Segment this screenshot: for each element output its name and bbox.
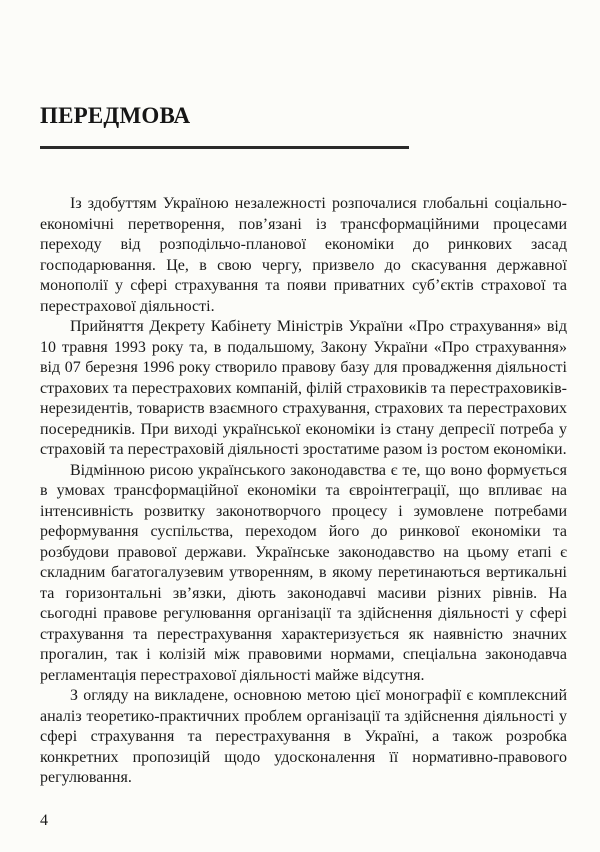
body-text (40, 194, 567, 789)
paragraph: Із здобуттям Україною незалежності розпочалися глобальні соціально-економічні перетворення, пов’язані із трансформаційними процесами переходу від розподільчо-планової економіки до ринкових засад господарювання. Це, в свою чергу, призвело до скасування державної монополії у сфері страхування та появи приватних суб’єктів страхової та перестрахової діяльності. (40, 195, 567, 315)
paragraph: Відмінною рисою українського законодавства є те, що воно формується в умовах трансформаційної економіки та євроінтеграції, що впливає на інтенсивність розвитку законотворчого процесу і зумовлене потребами реформування суспільства, переходом його до ринкової економіки та розбудови правової держави. Українське законодавство на цьому етапі є складним багатогалузевим утворенням, в якому перетинаються вертикальні та горизонтальні зв’язки, діють законодавчі масиви різних рівнів. На сьогодні правове регулювання організації та здійснення діяльності у сфері страхування та перестрахування характеризується як наявністю значних прогалин, так і колізій між правовими нормами, спеціальна законодавча регламентація перестрахової діяльності майже відсутня. (40, 461, 567, 684)
paragraph: З огляду на викладене, основною метою цієї монографії є комплексний аналіз теоретико-практичних проблем організації та здійснення діяльності у сфері страхування та перестрахування в Україні, а також розробка конкретних пропозицій щодо удосконалення її нормативно-правового регулювання. (40, 687, 567, 786)
chapter-heading: ПЕРЕДМОВА (40, 103, 191, 129)
paragraph: Прийняття Декрету Кабінету Міністрів України «Про страхування» від 10 травня 1993 року та, в подальшому, Закону України «Про страхування» від 07 березня 1996 року створило правову базу для провадження діяльності страхових та перестрахових компаній, філій страховиків та перестраховиків-нерезидентів, товариств взаємного страхування, страхових та перестрахових посередників. При виході української економіки із стану депресії потреба у страховій та перестраховій діяльності зростатиме разом із ростом економіки. (40, 318, 567, 458)
page-number: 4 (40, 812, 48, 829)
heading-underline (40, 146, 409, 149)
